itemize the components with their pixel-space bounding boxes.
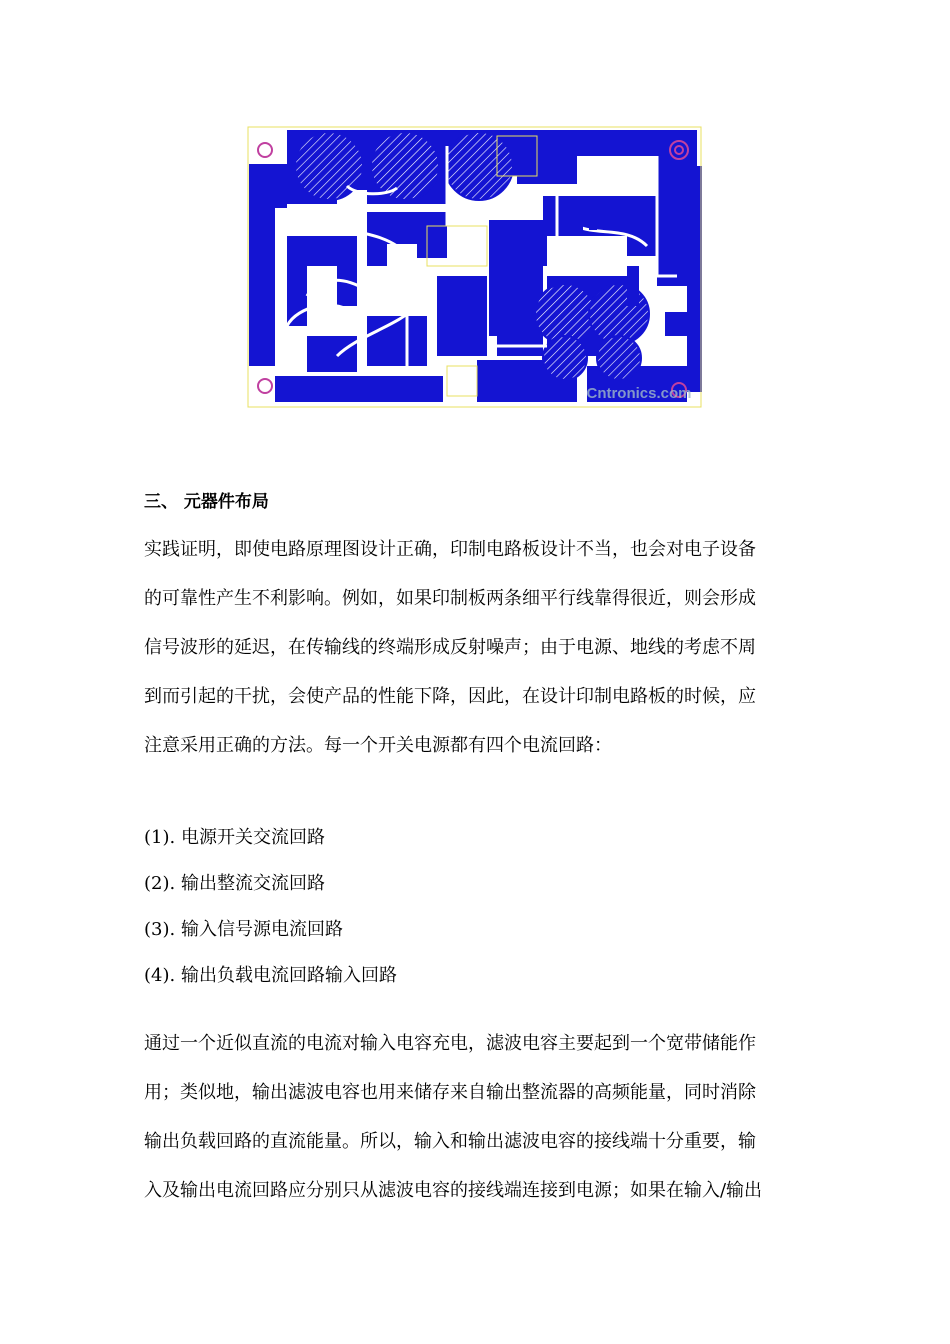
paragraph-line: 到而引起的干扰，会使产品的性能下降，因此，在设计印制电路板的时候，应	[144, 686, 756, 707]
list-item: (4). 输出负载电流回路输入回路	[144, 965, 397, 986]
paragraph-line: 信号波形的延迟，在传输线的终端形成反射噪声；由于电源、地线的考虑不周	[144, 637, 756, 658]
watermark: Cntronics.com	[586, 385, 692, 402]
paragraph-line: 注意采用正确的方法。每一个开关电源都有四个电流回路：	[144, 735, 612, 756]
list-item: (1). 电源开关交流回路	[144, 827, 325, 848]
list-item: (3). 输入信号源电流回路	[144, 919, 343, 940]
paragraph-line: 输出负载回路的直流能量。所以，输入和输出滤波电容的接线端十分重要，输	[144, 1131, 756, 1152]
paragraph-line: 用；类似地，输出滤波电容也用来储存来自输出整流器的高频能量，同时消除	[144, 1082, 756, 1103]
pcb-layout-drawing	[247, 126, 702, 408]
section-heading: 三、 元器件布局	[144, 492, 269, 512]
pcb-layout-image	[247, 126, 702, 408]
paragraph-line: 入及输出电流回路应分别只从滤波电容的接线端连接到电源；如果在输入/输出	[144, 1180, 763, 1201]
list-item: (2). 输出整流交流回路	[144, 873, 325, 894]
paragraph-line: 通过一个近似直流的电流对输入电容充电，滤波电容主要起到一个宽带储能作	[144, 1033, 756, 1054]
paragraph-line: 的可靠性产生不利影响。例如，如果印制板两条细平行线靠得很近，则会形成	[144, 588, 756, 609]
paragraph-line: 实践证明，即使电路原理图设计正确，印制电路板设计不当，也会对电子设备	[144, 539, 756, 560]
